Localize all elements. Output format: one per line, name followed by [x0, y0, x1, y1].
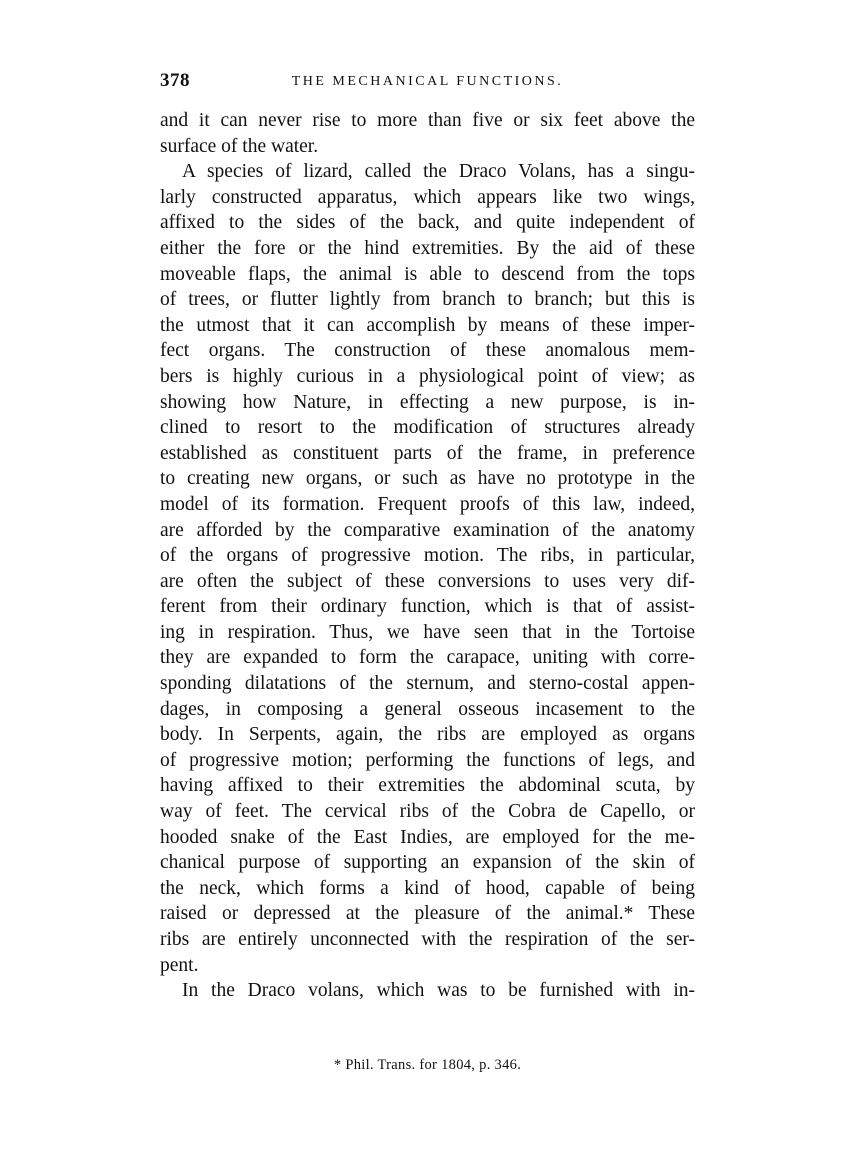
text-line: way of feet. The cervical ribs of the Cobra de Capello, or — [160, 801, 695, 823]
footnote: * Phil. Trans. for 1804, p. 346. — [333, 1057, 522, 1073]
text-line: clined to resort to the modification of structures already — [160, 417, 695, 439]
text-line: and it can never rise to more than five or six feet above the — [160, 110, 695, 131]
paragraph-first-line: A species of lizard, called the Draco Volans, has a singu- — [182, 161, 695, 183]
text-line: fect organs. The construction of these anomalous mem- — [160, 340, 695, 362]
text-line: surface of the water. — [160, 135, 319, 157]
text-line: established as constituent parts of the frame, in preference — [160, 442, 695, 464]
paragraph-first-line: In the Draco volans, which was to be furnished with in- — [182, 980, 695, 1002]
text-line: ing in respiration. Thus, we have seen that in the Tortoise — [160, 621, 695, 643]
body-text — [160, 108, 695, 1004]
text-line: moveable flaps, the animal is able to descend from the tops — [160, 263, 695, 285]
text-line: showing how Nature, in effecting a new purpose, is in- — [160, 391, 695, 413]
text-line: of progressive motion; performing the functions of legs, and — [160, 749, 695, 771]
text-line: are afforded by the comparative examination of the anatomy — [160, 519, 695, 541]
running-title: THE MECHANICAL FUNCTIONS. — [291, 74, 564, 89]
text-line: to creating new organs, or such as have no prototype in the — [160, 468, 695, 490]
text-line: chanical purpose of supporting an expansion of the skin of — [160, 852, 695, 874]
text-line: model of its formation. Frequent proofs of this law, indeed, — [160, 493, 695, 515]
text-line: either the fore or the hind extremities. By the aid of these — [160, 237, 695, 259]
text-line: of the organs of progressive motion. The ribs, in particular, — [160, 545, 695, 567]
text-line: affixed to the sides of the back, and quite independent of — [160, 212, 695, 234]
text-line: raised or depressed at the pleasure of the animal.* These — [160, 903, 695, 925]
text-line: dages, in composing a general osseous incasement to the — [160, 698, 695, 720]
text-line: are often the subject of these conversions to uses very dif- — [160, 570, 695, 592]
text-line: the utmost that it can accomplish by means of these imper- — [160, 314, 695, 336]
text-line: of trees, or flutter lightly from branch to branch; but this is — [160, 289, 695, 311]
text-line: they are expanded to form the carapace, uniting with corre- — [160, 647, 695, 669]
text-line: pent. — [160, 954, 199, 976]
text-line: ribs are entirely unconnected with the respiration of the ser- — [160, 929, 695, 950]
text-line: having affixed to their extremities the abdominal scuta, by — [160, 775, 695, 797]
page-header — [160, 70, 695, 96]
text-line: sponding dilatations of the sternum, and sterno-costal appen- — [160, 673, 695, 695]
page-number: 378 — [160, 70, 190, 91]
text-line: hooded snake of the East Indies, are employed for the me- — [160, 826, 695, 848]
text-line: the neck, which forms a kind of hood, capable of being — [160, 877, 695, 899]
text-line: ferent from their ordinary function, which is that of assist- — [160, 596, 695, 618]
text-line: bers is highly curious in a physiological point of view; as — [160, 365, 695, 387]
text-line: larly constructed apparatus, which appears like two wings, — [160, 186, 695, 208]
text-line: body. In Serpents, again, the ribs are employed as organs — [160, 724, 695, 746]
